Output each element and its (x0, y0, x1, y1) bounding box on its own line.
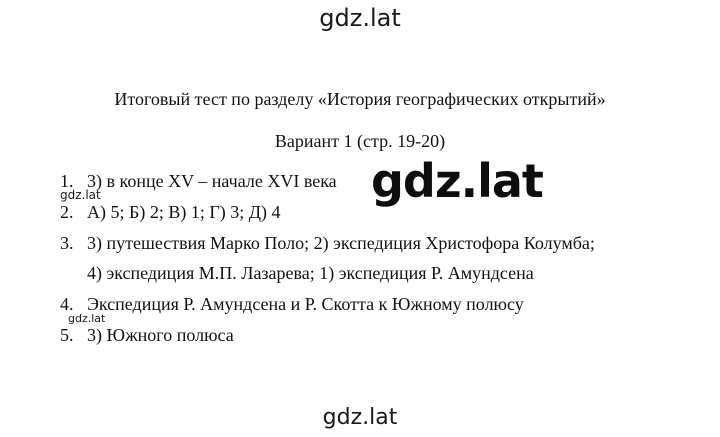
answer-1 (60, 171, 337, 192)
answer-5-text: 3) Южного полюса (87, 325, 234, 345)
answer-3-continuation: 4) экспедиция М.П. Лазарева; 1) экспедиция Р. Амундсена (87, 263, 534, 283)
answer-3-number: 3. (60, 233, 74, 253)
answer-5 (60, 325, 234, 346)
answer-1-text: 3) в конце XV – начале XVI века (87, 171, 337, 191)
answer-5-number: 5. (60, 325, 74, 345)
watermark-bottom: gdz.lat (322, 405, 398, 430)
variant-heading: Вариант 1 (стр. 19-20) (274, 131, 446, 151)
watermark-center: gdz.lat (371, 154, 543, 208)
answer-4-number: 4. (60, 294, 74, 314)
answer-1-number: 1. (60, 171, 74, 191)
answer-4-text: Экспедиция Р. Амундсена и Р. Скотта к Южному полюсу (87, 294, 524, 314)
answer-4 (60, 294, 524, 315)
watermark-top: gdz.lat (319, 4, 401, 32)
answer-3-text: 3) путешествия Марко Поло; 2) экспедиция Христофора Колумба; (87, 233, 595, 253)
test-title: Итоговый тест по разделу «История географических открытий» (114, 89, 606, 109)
answer-2-number: 2. (60, 202, 74, 222)
answer-2 (60, 202, 281, 223)
watermark-small-2: gdz.lat (68, 312, 106, 325)
watermark-small-1: gdz.lat (60, 188, 101, 202)
answer-3 (60, 233, 595, 254)
answer-2-text: А) 5; Б) 2; В) 1; Г) 3; Д) 4 (87, 202, 281, 222)
